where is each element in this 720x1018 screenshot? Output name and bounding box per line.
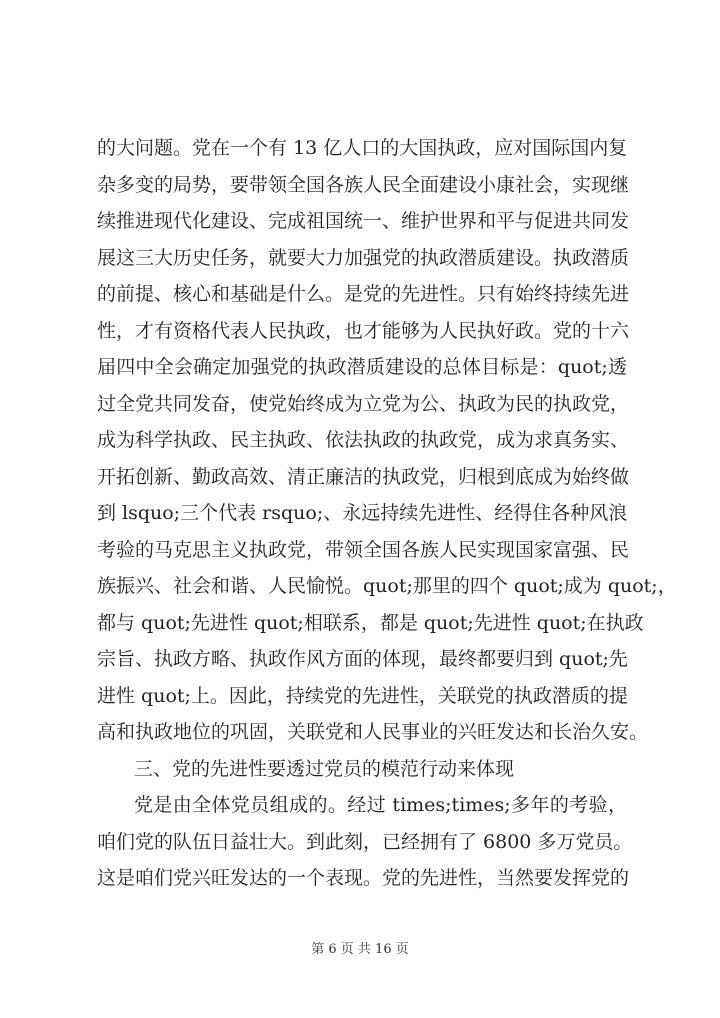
text-line: 成为科学执政、民主执政、依法执政的执政党，成为求真务实、 bbox=[97, 429, 630, 451]
text-line: 过全党共同发奋，使党始终成为立党为公、执政为民的执政党， bbox=[97, 392, 630, 415]
text-line: 开拓创新、勤政高效、清正廉洁的执政党，归根到底成为始终做 bbox=[97, 465, 630, 488]
text-line: 高和执政地位的巩固，关联党和人民事业的兴旺发达和长治久安。 bbox=[97, 721, 649, 743]
text-line: 的大问题。党在一个有 13 亿人口的大国执政，应对国际国内复 bbox=[97, 137, 628, 159]
text-line: 都与 quot;先进性 quot;相联系，都是 quot;先进性 quot;在执政 bbox=[97, 611, 644, 634]
text-line: 党是由全体党员组成的。经过 times;times;多年的考验， bbox=[134, 794, 627, 816]
text-line: 届四中全会确定加强党的执政潜质建设的总体目标是：quot;透 bbox=[97, 356, 627, 378]
text-line: 性，才有资格代表人民执政，也才能够为人民执好政。党的十六 bbox=[97, 319, 630, 342]
text-line: 续推进现代化建设、完成祖国统一、维护世界和平与促进共同发 bbox=[97, 210, 630, 232]
section-heading: 三、党的先进性要透过党员的模范行动来体现 bbox=[134, 757, 515, 780]
document-body bbox=[97, 130, 677, 897]
text-line: 展这三大历史任务，就要大力加强党的执政潜质建设。执政潜质 bbox=[97, 246, 630, 269]
text-line: 进性 quot;上。因此，持续党的先进性，关联党的执政潜质的提 bbox=[97, 684, 628, 707]
text-line: 族振兴、社会和谐、人民愉悦。quot;那里的四个 quot;成为 quot;， bbox=[97, 575, 677, 597]
text-line: 杂多变的局势，要带领全国各族人民全面建设小康社会，实现继 bbox=[97, 173, 630, 196]
text-line: 咱们党的队伍日益壮大。到此刻，已经拥有了 6800 多万党员。 bbox=[97, 830, 633, 853]
page-footer: 第 6 页 共 16 页 bbox=[311, 942, 409, 957]
text-line: 的前提、核心和基础是什么。是党的先进性。只有始终持续先进 bbox=[97, 283, 630, 305]
text-line: 考验的马克思主义执政党，带领全国各族人民实现国家富强、民 bbox=[97, 538, 630, 561]
text-line: 到 lsquo;三个代表 rsquo;、永远持续先进性、经得住各种风浪 bbox=[97, 502, 628, 524]
text-line: 这是咱们党兴旺发达的一个表现。党的先进性，当然要发挥党的 bbox=[97, 867, 630, 889]
text-line: 宗旨、执政方略、执政作风方面的体现，最终都要归到 quot;先 bbox=[97, 648, 628, 670]
